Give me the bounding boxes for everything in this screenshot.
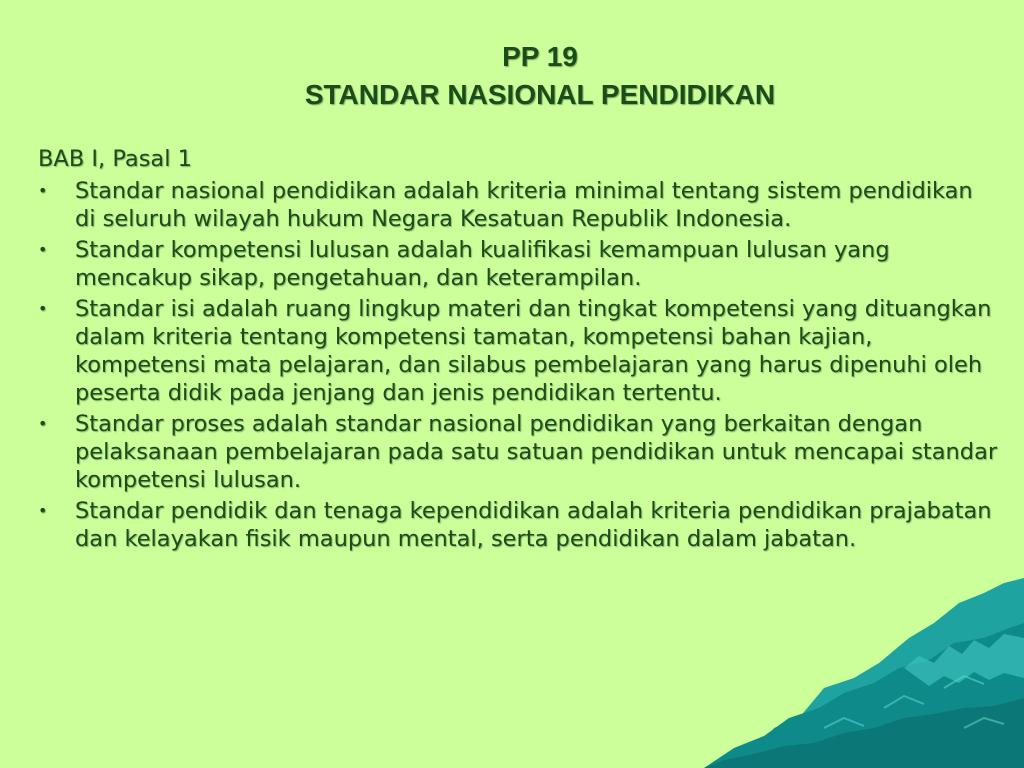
bullet-icon: • xyxy=(38,414,48,433)
title-line-2: STANDAR NASIONAL PENDIDIKAN xyxy=(304,79,776,110)
list-item xyxy=(38,497,998,553)
bullet-text: Standar kompetensi lulusan adalah kualifikasi kemampuan lulusan yang mencakup sikap, pengetahuan, dan keterampilan. xyxy=(75,237,890,291)
bullet-icon: • xyxy=(38,181,48,200)
list-item xyxy=(38,236,998,292)
list-item xyxy=(38,177,998,233)
bullet-icon: • xyxy=(38,501,48,520)
bullet-text: Standar isi adalah ruang lingkup materi dan tingkat kompetensi yang dituangkan dalam kriteria tentang kompetensi tamatan, kompetensi bahan kajian, kompetensi mata pelajaran, dan silabus pembelajaran yang harus dipenuhi oleh peserta didik pada jenjang dan jenis pendidikan tertentu. xyxy=(75,296,992,406)
bullet-list xyxy=(38,177,998,553)
bullet-text: Standar nasional pendidikan adalah kriteria minimal tentang sistem pendidikan di seluruh wilayah hukum Negara Kesatuan Republik Indonesia. xyxy=(75,178,973,232)
bullet-icon: • xyxy=(38,240,48,259)
section-heading: BAB I, Pasal 1 xyxy=(38,146,192,172)
slide-title xyxy=(0,38,1024,114)
list-item xyxy=(38,295,998,407)
mountain-decoration-icon xyxy=(704,568,1024,768)
bullet-text: Standar proses adalah standar nasional pendidikan yang berkaitan dengan pelaksanaan pembelajaran pada satu satuan pendidikan untuk mencapai standar kompetensi lulusan. xyxy=(75,411,998,493)
slide-body xyxy=(38,145,998,556)
list-item xyxy=(38,410,998,494)
bullet-icon: • xyxy=(38,299,48,318)
bullet-text: Standar pendidik dan tenaga kependidikan adalah kriteria pendidikan prajabatan dan kelayakan fisik maupun mental, serta pendidikan dalam jabatan. xyxy=(75,498,992,552)
title-line-1: PP 19 xyxy=(502,41,578,72)
